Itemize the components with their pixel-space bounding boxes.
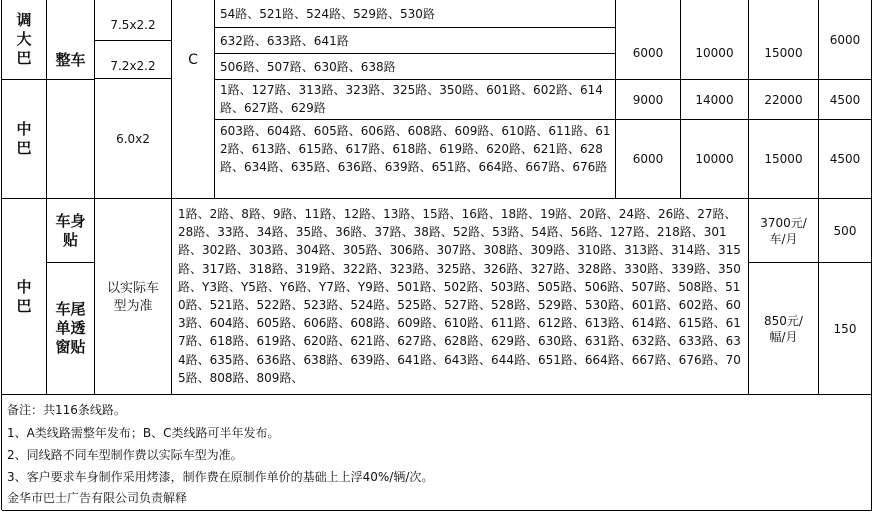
mid-row-1-price-a: [616, 80, 680, 119]
mid-row-2-price-c: [749, 120, 818, 198]
mid-row-2-price-b-text: 10000: [695, 152, 734, 166]
category-label-minibus-ads-text: 中巴: [16, 277, 32, 315]
rear-window-price: [749, 263, 818, 394]
note-line-4: 金华市巴士广告有限公司负责解释: [7, 491, 188, 505]
routes-mid-row-1-text: 1路、127路、313路、323路、325路、350路、601路、602路、614路、627路、629路: [220, 83, 603, 116]
note-line-3: 3、客户要求车身制作采用烤漆，制作费在原制作单价的基础上上浮40%/辆/次。: [7, 470, 434, 484]
size-6-0-text: 6.0x2: [116, 132, 150, 146]
category-label-minibus: [2, 80, 46, 198]
mid-row-1-price-d-text: 4500: [829, 92, 861, 107]
category-label-bus-text: 调大巴: [16, 11, 32, 67]
class-label-text: C: [188, 52, 198, 68]
price-b-text: 10000: [695, 46, 734, 60]
size-group-label: [47, 40, 94, 80]
routes-bottom-text: 1路、2路、8路、9路、11路、12路、13路、15路、16路、18路、19路、20路、24路、26路、27路、28路、33路、34路、35路、36路、37路、38路、52路、53路、54路、56路、127路、218路、301路、302路、303路、304路、305路、306路、307路、308路、309路、310路、313路、314路、315路、317路、318路、319路、322路、323路、325路、326路、327路、328路、330路、339路、350路、Y3路、Y5路、Y6路、Y7路、Y9路、501路、502路、503路、505路、506路、507路、508路、510路、521路、522路、523路、524路、525路、527路、528路、529路、530路、601路、602路、603路、604路、605路、606路、608路、609路、610路、611路、612路、613路、614路、615路、617路、618路、619路、620路、621路、627路、628路、629路、630路、631路、632路、633路、634路、635路、636路、638路、639路、641路、643路、644路、651路、664路、667路、676路、705路、808路、809路、: [178, 207, 741, 385]
class-label: [172, 40, 214, 80]
body-sticker-qty: [819, 199, 871, 262]
size-7-2-text: 7.2x2.2: [110, 58, 156, 73]
mid-row-2-price-d-text: 4500: [829, 152, 861, 166]
body-sticker-price: [749, 199, 818, 262]
routes-row-1-text: 54路、521路、524路、529路、530路: [220, 7, 435, 21]
category-label-bus: [2, 0, 46, 79]
price-c: [749, 27, 818, 79]
body-sticker-label: [47, 199, 94, 262]
rear-window-label-text: 车尾单透窗贴: [55, 300, 86, 356]
routes-row-3-text: 506路、507路、630路、638路: [220, 60, 396, 74]
body-sticker-price-text: 3700元/车/月: [760, 215, 807, 246]
routes-mid-row-1: [220, 81, 612, 117]
rear-window-price-text: 850元/幅/月: [764, 313, 803, 344]
mid-row-1-price-b: [681, 80, 748, 119]
size-group-label-text: 整车: [55, 51, 86, 69]
mid-row-1-price-b-text: 14000: [695, 92, 734, 107]
routes-row-2: [220, 32, 612, 50]
routes-row-2-text: 632路、633路、641路: [220, 34, 349, 48]
size-note: [95, 263, 171, 333]
routes-row-3: [220, 58, 612, 76]
price-c-text: 15000: [764, 46, 803, 60]
size-note-text: 以实际车型为准: [106, 281, 159, 314]
mid-row-2-price-a-text: 6000: [632, 152, 664, 166]
rear-window-qty-text: 150: [833, 321, 857, 336]
category-label-minibus-text: 中巴: [16, 120, 32, 157]
mid-row-1-price-d: [819, 80, 871, 119]
size-7-5: [95, 10, 171, 40]
price-a: [616, 27, 680, 79]
price-d-text: 6000: [829, 33, 861, 47]
mid-row-2-price-d: [819, 120, 871, 198]
size-6-0: [95, 80, 171, 198]
mid-row-2-price-b: [681, 120, 748, 198]
body-sticker-qty-text: 500: [833, 223, 857, 238]
rear-window-qty: [819, 263, 871, 394]
note-line-2: 2、同线路不同车型制作费以实际车型为准。: [7, 448, 243, 462]
body-sticker-label-text: 车身贴: [55, 211, 86, 249]
note-line-1: 1、A类线路需整年发布；B、C类线路可半年发布。: [7, 426, 280, 440]
rear-window-label: [47, 263, 94, 394]
price-b: [681, 27, 748, 79]
category-label-minibus-ads: [2, 199, 46, 394]
price-a-text: 6000: [632, 46, 664, 60]
routes-bottom: [178, 205, 744, 387]
note-line-0: 备注：共116条线路。: [7, 403, 126, 417]
mid-row-1-price-c-text: 22000: [764, 92, 803, 107]
mid-row-2-price-c-text: 15000: [764, 152, 803, 166]
mid-row-1-price-c: [749, 80, 818, 119]
routes-mid-row-2-text: 603路、604路、605路、606路、608路、609路、610路、611路、612路、613路、615路、617路、618路、619路、620路、621路、628路、634路、635路、636路、639路、651路、664路、667路、676路: [220, 124, 611, 175]
routes-mid-row-2: [220, 122, 612, 177]
size-7-5-text: 7.5x2.2: [110, 18, 156, 32]
routes-row-1: [220, 5, 612, 23]
mid-row-2-price-a: [616, 120, 680, 198]
mid-row-1-price-a-text: 9000: [632, 92, 664, 107]
size-7-2: [95, 53, 171, 78]
price-d: [819, 14, 871, 66]
